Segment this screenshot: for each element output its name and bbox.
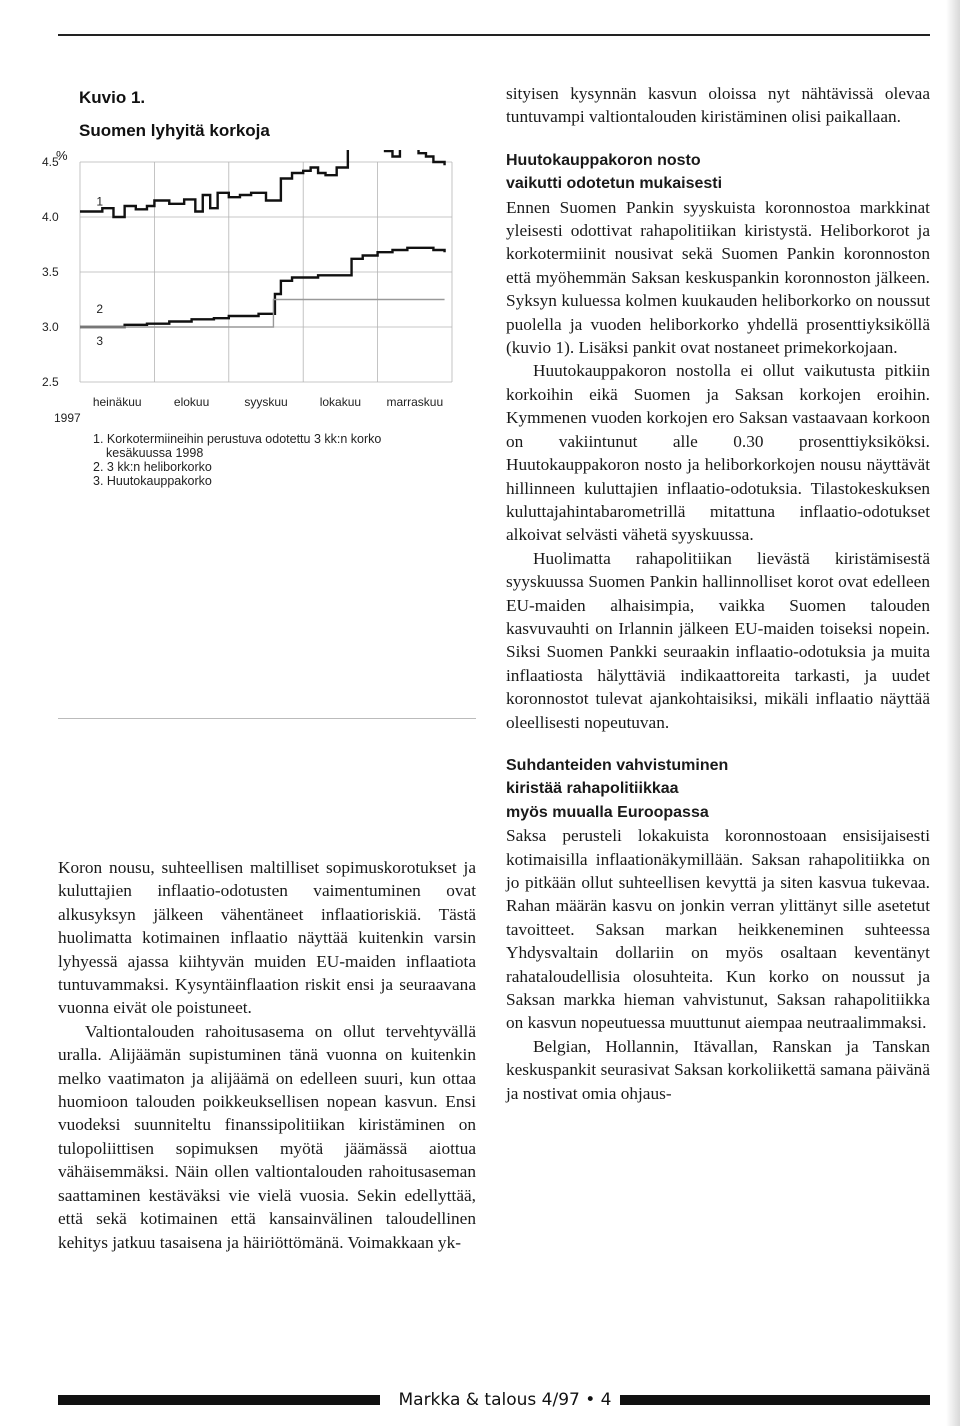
section2-paragraph-1: Saksa perusteli lokakuista koronnostoaan ensisijaisesti kotimaisilla inflaationäkymillään. Saksan rahapolitiikka on jo pitkään ollut suhteellisen kevyttä ja siten kasvua tukevaa. Rahan määrän kasvu on jonkin verran ylittänyt sille asetetut tavoitteet. Saksan markan heikkeneminen suhteessa Yhdysvaltain dollariin on myös osaltaan keventänyt rahataloudellisia olosuhteita. Kun korko on noussut ja Saksan markka hieman vahvistunut, Saksan rahapolitiikka on kasvun nopeutuessa muuttunut aiempaa neutraalimmaksi. [506, 826, 930, 1033]
x-tick-label: elokuu [173, 395, 210, 409]
top-rule [58, 34, 930, 36]
left-column [58, 856, 476, 1254]
x-year-label: 1997 [54, 411, 81, 425]
section2-paragraph-2: Belgian, Hollannin, Itävallan, Ranskan ja Tanskan keskuspankit seurasivat Saksan korkoliikettä samana päivänä ja nostivat omia ohjaus- [506, 1036, 930, 1103]
y-tick-label: 3.5 [42, 265, 59, 279]
y-tick-label: 4.0 [42, 210, 59, 224]
x-tick-label: syyskuu [244, 395, 288, 409]
section1-paragraph-3: Huolimatta rahapolitiikan lievästä kiristämisestä syyskuussa Suomen Pankin hallinnolliset korot ovat edelleen EU-maiden alhaisimpia, vaikka Suomen talouden kasvuvauhti on Irlannin jälkeen EU-maiden toiseksi nopein. Siksi Suomen Pankki seuraakin inflaatio-odotuksia ja muita inflaatiosta hälyttäviä indikaattoreita tarkasti, ja uudet koronnostot tulevat ajankohtaisiksi, mikäli inflaatio näyttää oleellisesti nopeutuvan. [506, 548, 930, 732]
section1-paragraph-1: Ennen Suomen Pankin syyskuista koronnostoa markkinat yleisesti odottivat rahapolitiikan kiristystä. Heliborkorot ja korkotermiinit nousivat sekä Suomen Pankin koronnoston että myöhemmän Saksan keskuspankin koronnoston jälkeen. Syksyn kuluessa kolmen kuukauden heliborkorko on noussut puolella ja vuoden heliborkorko yhdellä prosenttiyksiköllä (kuvio 1). Lisäksi pankit ovat nostaneet primekorkojaan. [506, 197, 930, 358]
chart-series [80, 150, 445, 327]
series-label-2: 2 [96, 302, 104, 316]
y-tick-label: 4.5 [42, 155, 59, 169]
section1-heading-line-2: vaikutti odotetun mukaisesti [506, 175, 723, 193]
series-labels [96, 195, 103, 349]
y-axis-ticks [42, 155, 59, 389]
y-tick-label: 2.5 [42, 375, 59, 389]
section2-heading-line-1: Suhdanteiden vahvistuminen [506, 756, 729, 774]
left-paragraph-2: Valtiontalouden rahoitusasema on ollut tervehtyvällä uralla. Alijäämän supistuminen tänä vuonna on kuitenkin melko vaatimaton ja alijäämä on edelleen suuri, kun ottaa huomioon talouden poikkeuksellisen nopean kasvun. Ensi vuodeksi suunniteltu finanssipolitiikan kiristäminen on tulopoliittisen sopimuksen myötä jäämässä aiottua vähäisemmäksi. Näin ollen valtiontalouden rahoitusaseman saattaminen kestäväksi vie vielä vuosia. Sekin edellyttää, että sekä kotimainen että kansainvälinen taloudellinen kehitys jatkuu tasaisena ja häiriöttömänä. Voimakkaan yk- [58, 1021, 476, 1252]
note-2: 2. 3 kk:n heliborkorko [93, 460, 212, 474]
section1-heading-line-1: Huutokauppakoron nosto [506, 151, 701, 169]
footer-bar-left [58, 1395, 380, 1405]
figure-title: Suomen lyhyitä korkoja [79, 121, 270, 140]
right-intro-paragraph: sityisen kysynnän kasvun oloissa nyt nähtävissä olevaa tuntuvampi valtiontalouden kiristäminen olisi paikallaan. [506, 84, 930, 127]
figure-notes [93, 432, 473, 488]
figure-number: Kuvio 1. [79, 88, 146, 107]
page-footer [58, 1386, 930, 1416]
x-tick-label: heinäkuu [92, 395, 142, 409]
left-paragraph-1: Koron nousu, suhteellisen maltilliset sopimuskorotukset ja kuluttajien inflaatio-odotusten vaimentuminen ovat alkusyksyn jälkeen vähentäneet inflaatioriskiä. Tästä huolimatta kotimainen inflaatio näyttää kuitenkin varsin lyhyessä ajassa kiihtyvän muiden EU-maiden inflaatiota tuntuvammaksi. Kysyntäinflaation riskit ensi ja seuraavana vuonna eivät ole poistuneet. [58, 858, 476, 1018]
figure-separator [58, 718, 476, 719]
x-axis-ticks [54, 395, 443, 425]
figure-unit: % [56, 148, 68, 163]
section2-heading-line-3: myös muualla Euroopassa [506, 803, 709, 821]
note-3: 3. Huutokauppakorko [93, 474, 212, 488]
series-line-2 [80, 248, 445, 327]
series-label-3: 3 [96, 334, 104, 348]
note-1: 1. Korkotermiineihin perustuva odotettu 3 kk:n korko [93, 432, 382, 446]
section1-paragraph-2: Huutokauppakoron nostolla ei ollut vaikutusta pitkiin korkoihin eikä Suomen ja Saksan korkojen eroihin. Kymmenen vuoden korkojen ero Saksan vastaavaan korkoon on vakiintunut alle 0.30 prosenttiyksiköksi. Huutokauppakoron nosto ja heliborkorkojen nousu näyttävät hillinneen kuluttajien inflaatio-odotuksia. Tilastokeskuksen kuluttajahintabarometrillä mitattuna inflaatio-odotukset alkoivat selvästi vähetä syyskuussa. [506, 361, 930, 545]
footer-text: Markka & talous 4/97 • 4 [398, 1390, 612, 1410]
right-column [506, 82, 930, 1105]
note-1-continued: kesäkuussa 1998 [106, 446, 204, 460]
section2-heading-line-2: kiristää rahapolitiikkaa [506, 780, 679, 798]
y-tick-label: 3.0 [42, 320, 59, 334]
footer-bar-right [620, 1395, 930, 1405]
x-tick-label: marraskuu [386, 395, 444, 409]
series-line-1 [80, 150, 445, 217]
series-label-1: 1 [96, 194, 104, 209]
interest-rate-chart [40, 150, 460, 436]
page-edge-shadow [946, 0, 960, 1426]
x-tick-label: lokakuu [319, 395, 362, 409]
